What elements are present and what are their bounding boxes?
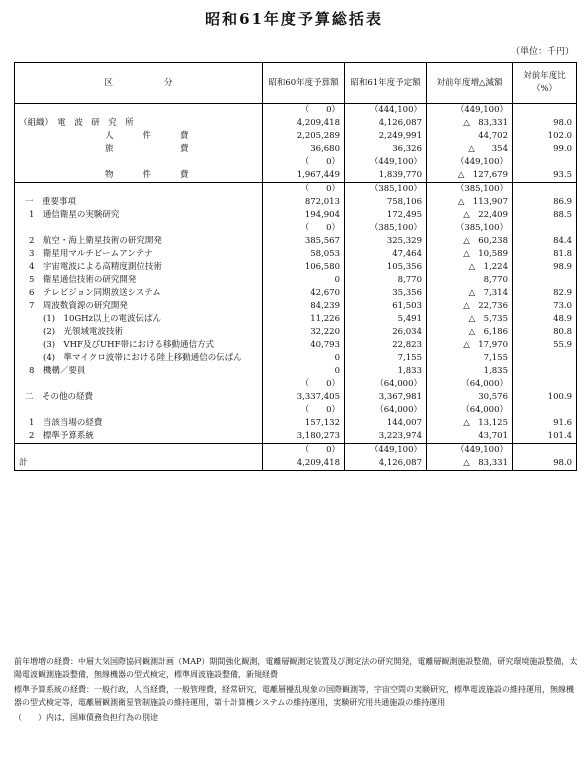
table-row — [15, 209, 577, 222]
row-label: 1 通信衛星の実験研究 — [15, 209, 263, 222]
prev-budget-cell: 40,793 — [263, 339, 345, 352]
prev-budget-cell: 0 — [263, 365, 345, 378]
row-label — [15, 222, 263, 235]
cur-budget-cell: 4,126,087 — [345, 117, 427, 130]
diff-cell: △ 60,238 — [427, 235, 513, 248]
prev-budget-cell: （ 0） — [263, 104, 345, 118]
diff-cell: （449,100） — [427, 104, 513, 118]
ratio-cell: 73.0 — [513, 300, 577, 313]
header-ratio: 対前年度比（%） — [513, 63, 577, 104]
ratio-cell: 102.0 — [513, 130, 577, 143]
row-label: (2) 光領域電波技術 — [15, 326, 263, 339]
prev-budget-cell: 106,580 — [263, 261, 345, 274]
table-row — [15, 156, 577, 169]
prev-budget-cell: 36,680 — [263, 143, 345, 156]
cur-budget-cell: （64,000） — [345, 404, 427, 417]
diff-cell: △ 127,679 — [427, 169, 513, 183]
ratio-cell — [513, 365, 577, 378]
ratio-cell: 88.5 — [513, 209, 577, 222]
table-row — [15, 378, 577, 391]
prev-budget-cell: 4,209,418 — [263, 457, 345, 471]
footnote-2: 標準予算系統の経費：一般行政，人当経費，一般管理費，経常研究，電離層擾乱現象の国際観測等，宇宙空間の実験研究，標準電波施設の維持運用，無線機器の型式検定等，電離層観測衛星管制施設の維持運用，第十計算機システムの維持運用，実験研究用共通施設の維持運用 — [14, 685, 574, 707]
ratio-cell — [513, 274, 577, 287]
cur-budget-cell: 26,034 — [345, 326, 427, 339]
ratio-cell — [513, 156, 577, 169]
diff-cell: （385,100） — [427, 183, 513, 197]
prev-budget-cell: （ 0） — [263, 378, 345, 391]
table-row — [15, 326, 577, 339]
table-row — [15, 365, 577, 378]
diff-cell: △ 354 — [427, 143, 513, 156]
row-label: 6 テレビジョン同期放送システム — [15, 287, 263, 300]
cur-budget-cell: 1,839,770 — [345, 169, 427, 183]
header-diff: 対前年度増△減額 — [427, 63, 513, 104]
diff-cell: △ 17,970 — [427, 339, 513, 352]
row-label: 4 宇宙電波による高精度測位技術 — [15, 261, 263, 274]
table-body — [15, 104, 577, 471]
cur-budget-cell: 22,823 — [345, 339, 427, 352]
row-label: 人 件 費 — [15, 130, 263, 143]
table-row — [15, 444, 577, 458]
row-label: (3) VHF及びUHF帯における移動通信方式 — [15, 339, 263, 352]
ratio-cell — [513, 183, 577, 197]
prev-budget-cell: （ 0） — [263, 404, 345, 417]
cur-budget-cell: 3,367,981 — [345, 391, 427, 404]
diff-cell: △ 1,224 — [427, 261, 513, 274]
row-label: 1 当該当場の経費 — [15, 417, 263, 430]
ratio-cell — [513, 222, 577, 235]
diff-cell: △ 7,314 — [427, 287, 513, 300]
row-label — [15, 183, 263, 197]
diff-cell: 8,770 — [427, 274, 513, 287]
table-row — [15, 117, 577, 130]
row-label — [15, 378, 263, 391]
diff-cell: （449,100） — [427, 156, 513, 169]
table-row — [15, 261, 577, 274]
row-label: 旅 費 — [15, 143, 263, 156]
cur-budget-cell: 61,503 — [345, 300, 427, 313]
ratio-cell — [513, 378, 577, 391]
cur-budget-cell: 2,249,991 — [345, 130, 427, 143]
cur-budget-cell: （449,100） — [345, 156, 427, 169]
table-row — [15, 300, 577, 313]
diff-cell: △ 83,331 — [427, 117, 513, 130]
prev-budget-cell: 11,226 — [263, 313, 345, 326]
diff-cell: （385,100） — [427, 222, 513, 235]
diff-cell: △ 22,409 — [427, 209, 513, 222]
prev-budget-cell: （ 0） — [263, 156, 345, 169]
header-prev-budget: 昭和60年度予算額 — [263, 63, 345, 104]
ratio-cell: 100.9 — [513, 391, 577, 404]
ratio-cell: 98.0 — [513, 117, 577, 130]
cur-budget-cell: 47,464 — [345, 248, 427, 261]
ratio-cell: 84.4 — [513, 235, 577, 248]
cur-budget-cell: 8,770 — [345, 274, 427, 287]
cur-budget-cell: 325,329 — [345, 235, 427, 248]
row-label: 2 航空・海上衛星技術の研究開発 — [15, 235, 263, 248]
table-row — [15, 274, 577, 287]
cur-budget-cell: 36,326 — [345, 143, 427, 156]
ratio-cell — [513, 444, 577, 458]
ratio-cell: 101.4 — [513, 430, 577, 444]
row-label: 2 標準予算系統 — [15, 430, 263, 444]
table-row — [15, 143, 577, 156]
cur-budget-cell: 758,106 — [345, 196, 427, 209]
cur-budget-cell: （444,100） — [345, 104, 427, 118]
table-row — [15, 104, 577, 118]
diff-cell: 43,701 — [427, 430, 513, 444]
cur-budget-cell: （385,100） — [345, 222, 427, 235]
ratio-cell: 80.8 — [513, 326, 577, 339]
prev-budget-cell: 872,013 — [263, 196, 345, 209]
diff-cell: （64,000） — [427, 378, 513, 391]
table-row — [15, 457, 577, 471]
cur-budget-cell: 172,495 — [345, 209, 427, 222]
diff-cell: △ 5,735 — [427, 313, 513, 326]
prev-budget-cell: 0 — [263, 352, 345, 365]
ratio-cell — [513, 104, 577, 118]
ratio-cell: 86.9 — [513, 196, 577, 209]
table-row — [15, 183, 577, 197]
ratio-cell: 99.0 — [513, 143, 577, 156]
budget-table — [14, 62, 577, 471]
prev-budget-cell: 385,567 — [263, 235, 345, 248]
diff-cell: 44,702 — [427, 130, 513, 143]
table-row — [15, 339, 577, 352]
row-label — [15, 104, 263, 118]
prev-budget-cell: 1,967,449 — [263, 169, 345, 183]
prev-budget-cell: 58,053 — [263, 248, 345, 261]
row-label — [15, 156, 263, 169]
cur-budget-cell: 4,126,087 — [345, 457, 427, 471]
diff-cell: △ 22,736 — [427, 300, 513, 313]
table-row — [15, 391, 577, 404]
prev-budget-cell: （ 0） — [263, 183, 345, 197]
prev-budget-cell: 157,132 — [263, 417, 345, 430]
table-row — [15, 404, 577, 417]
row-label — [15, 404, 263, 417]
row-label: 二 その他の経費 — [15, 391, 263, 404]
footnote-3: （ ）内は，国庫債務負担行為の別途 — [14, 713, 158, 722]
cur-budget-cell: 5,491 — [345, 313, 427, 326]
row-label: 7 周波数資源の研究開発 — [15, 300, 263, 313]
row-label: （組織） 電 波 研 究 所 — [15, 117, 263, 130]
diff-cell: 7,155 — [427, 352, 513, 365]
cur-budget-cell: 144,007 — [345, 417, 427, 430]
table-row — [15, 417, 577, 430]
prev-budget-cell: 4,209,418 — [263, 117, 345, 130]
ratio-cell — [513, 352, 577, 365]
cur-budget-cell: 3,223,974 — [345, 430, 427, 444]
row-label — [15, 444, 263, 458]
page-title: 昭和61年度予算総括表 — [205, 10, 383, 28]
cur-budget-cell: （64,000） — [345, 378, 427, 391]
row-label: 8 機構／要員 — [15, 365, 263, 378]
table-row — [15, 130, 577, 143]
cur-budget-cell: 105,356 — [345, 261, 427, 274]
table-row — [15, 430, 577, 444]
table-row — [15, 196, 577, 209]
table-row — [15, 313, 577, 326]
row-label: 5 衛星通信技術の研究開発 — [15, 274, 263, 287]
prev-budget-cell: （ 0） — [263, 222, 345, 235]
diff-cell: 30,576 — [427, 391, 513, 404]
diff-cell: △ 83,331 — [427, 457, 513, 471]
table-row — [15, 352, 577, 365]
cur-budget-cell: （449,100） — [345, 444, 427, 458]
ratio-cell: 82.9 — [513, 287, 577, 300]
footnote-1: 前年増増の経費：中層大気国際協同観測計画（MAP）期間強化観測，電離層観測定装置及び測定法の研究開発，電離層観測施設整備，研究環境施設整備，太陽電波観測施設整備，無線機器の型式検定，標準周波施設整備，新規経費 — [14, 657, 578, 679]
diff-cell: △ 13,125 — [427, 417, 513, 430]
prev-budget-cell: 3,337,405 — [263, 391, 345, 404]
ratio-cell: 93.5 — [513, 169, 577, 183]
diff-cell: △ 113,907 — [427, 196, 513, 209]
ratio-cell: 55.9 — [513, 339, 577, 352]
ratio-cell: 98.0 — [513, 457, 577, 471]
header-cur-budget: 昭和61年度予定額 — [345, 63, 427, 104]
table-row — [15, 169, 577, 183]
diff-cell: （449,100） — [427, 444, 513, 458]
table-header-row — [15, 63, 577, 104]
cur-budget-cell: 35,356 — [345, 287, 427, 300]
table-row — [15, 222, 577, 235]
diff-cell: △ 6,186 — [427, 326, 513, 339]
diff-cell: （64,000） — [427, 404, 513, 417]
unit-label: （単位：千円） — [510, 47, 574, 57]
prev-budget-cell: （ 0） — [263, 444, 345, 458]
cur-budget-cell: （385,100） — [345, 183, 427, 197]
row-label: 一 重要事項 — [15, 196, 263, 209]
footnotes — [14, 655, 579, 726]
row-label: 計 — [15, 457, 263, 471]
prev-budget-cell: 194,904 — [263, 209, 345, 222]
prev-budget-cell: 2,205,289 — [263, 130, 345, 143]
row-label: 物 件 費 — [15, 169, 263, 183]
prev-budget-cell: 32,220 — [263, 326, 345, 339]
cur-budget-cell: 7,155 — [345, 352, 427, 365]
ratio-cell: 91.6 — [513, 417, 577, 430]
ratio-cell — [513, 404, 577, 417]
ratio-cell: 98.9 — [513, 261, 577, 274]
ratio-cell: 81.8 — [513, 248, 577, 261]
table-row — [15, 287, 577, 300]
prev-budget-cell: 0 — [263, 274, 345, 287]
table-row — [15, 235, 577, 248]
row-label: 3 衛星用マルチビームアンテナ — [15, 248, 263, 261]
diff-cell: 1,835 — [427, 365, 513, 378]
prev-budget-cell: 84,239 — [263, 300, 345, 313]
prev-budget-cell: 42,670 — [263, 287, 345, 300]
ratio-cell: 48.9 — [513, 313, 577, 326]
header-category: 区 分 — [15, 63, 263, 104]
table-row — [15, 248, 577, 261]
row-label: (1) 10GHz以上の電波伝ぱん — [15, 313, 263, 326]
diff-cell: △ 10,589 — [427, 248, 513, 261]
cur-budget-cell: 1,833 — [345, 365, 427, 378]
prev-budget-cell: 3,180,273 — [263, 430, 345, 444]
row-label: (4) 準マイクロ波帯における陸上移動通信の伝ぱん — [15, 352, 263, 365]
